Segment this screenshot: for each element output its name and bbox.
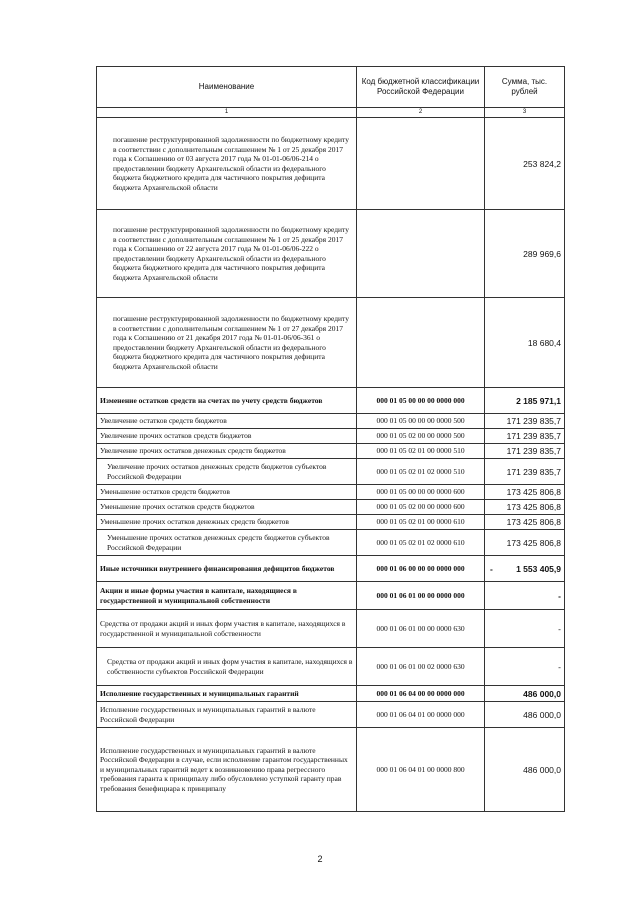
column-number: 2: [357, 108, 485, 118]
row-sum: 486 000,0: [485, 686, 565, 702]
row-code: 000 01 06 01 00 00 0000 000: [357, 582, 485, 610]
row-name: Изменение остатков средств на счетах по учету средств бюджетов: [97, 388, 357, 414]
table-row: [97, 414, 565, 429]
row-sum: 171 239 835,7: [485, 429, 565, 444]
table-row: [97, 648, 565, 686]
table-row: [97, 702, 565, 728]
row-name: Исполнение государственных и муниципальных гарантий в валюте Российской Федерации в случае, если исполнение гарантом государственных и муниципальных гарантий ведет к возникновению права регрессного требования гаранта к принципалу либо обусловлено уступкой гаранту прав требования бенефициара к принципалу: [97, 728, 357, 812]
row-code: [357, 298, 485, 388]
table-row: [97, 210, 565, 298]
page-number: 2: [317, 854, 323, 864]
row-code: [357, 118, 485, 210]
header-sum: Сумма, тыс. рублей: [485, 67, 565, 108]
table-row: [97, 444, 565, 459]
row-code: 000 01 05 02 00 00 0000 500: [357, 429, 485, 444]
row-name: Увеличение остатков средств бюджетов: [97, 414, 357, 429]
table-row: [97, 515, 565, 530]
table-row: [97, 459, 565, 485]
row-name: Средства от продажи акций и иных форм участия в капитале, находящихся в собственности субъектов Российской Федерации: [97, 648, 357, 686]
row-sum: -: [485, 648, 565, 686]
row-sum: 173 425 806,8: [485, 530, 565, 556]
row-sum: 171 239 835,7: [485, 444, 565, 459]
row-sum: 173 425 806,8: [485, 500, 565, 515]
row-sum: 2 185 971,1: [485, 388, 565, 414]
table-row: [97, 610, 565, 648]
row-code: 000 01 06 00 00 00 0000 000: [357, 556, 485, 582]
table-row: [97, 556, 565, 582]
row-name: погашение реструктурированной задолженности по бюджетному кредиту в соответствии с дополнительным соглашением № 1 от 27 декабря 2017 года к Соглашению от 21 декабря 2017 года № 01-01-06/06-361 о предоставлении бюджету Архангельской области из федерального бюджета бюджетного кредита для частичного покрытия дефицита бюджета Архангельской области: [97, 298, 357, 388]
row-sum: 486 000,0: [485, 702, 565, 728]
row-code: 000 01 05 02 01 02 0000 510: [357, 459, 485, 485]
row-name: Уменьшение прочих остатков средств бюджетов: [97, 500, 357, 515]
row-sum: 171 239 835,7: [485, 414, 565, 429]
row-sum: [485, 556, 565, 582]
table-row: [97, 118, 565, 210]
row-sum: -: [485, 610, 565, 648]
column-number-row: [97, 108, 565, 118]
row-sum: 486 000,0: [485, 728, 565, 812]
row-name: Уменьшение остатков средств бюджетов: [97, 485, 357, 500]
column-number: 3: [485, 108, 565, 118]
table-row: [97, 485, 565, 500]
row-sum: -: [485, 582, 565, 610]
row-sum: 173 425 806,8: [485, 515, 565, 530]
row-name: Акции и иные формы участия в капитале, находящиеся в государственной и муниципальной собственности: [97, 582, 357, 610]
row-sum-value: 1 553 405,9: [516, 563, 561, 574]
row-code: 000 01 05 02 00 00 0000 600: [357, 500, 485, 515]
row-code: 000 01 06 04 01 00 0000 800: [357, 728, 485, 812]
row-sum: 18 680,4: [485, 298, 565, 388]
row-name: Средства от продажи акций и иных форм участия в капитале, находящихся в государственной и муниципальной собственности: [97, 610, 357, 648]
row-code: 000 01 05 00 00 00 0000 000: [357, 388, 485, 414]
row-name: Исполнение государственных и муниципальных гарантий в валюте Российской Федерации: [97, 702, 357, 728]
table-row: [97, 582, 565, 610]
row-name: Уменьшение прочих остатков денежных средств бюджетов субъектов Российской Федерации: [97, 530, 357, 556]
table-row: [97, 530, 565, 556]
row-sum: 173 425 806,8: [485, 485, 565, 500]
row-code: 000 01 05 02 01 00 0000 510: [357, 444, 485, 459]
row-code: 000 01 06 01 00 02 0000 630: [357, 648, 485, 686]
row-code: 000 01 06 04 01 00 0000 000: [357, 702, 485, 728]
header-row: [97, 67, 565, 108]
row-name: Уменьшение прочих остатков денежных средств бюджетов: [97, 515, 357, 530]
row-sum: 289 969,6: [485, 210, 565, 298]
row-name: Увеличение прочих остатков средств бюджетов: [97, 429, 357, 444]
row-name: погашение реструктурированной задолженности по бюджетному кредиту в соответствии с дополнительным соглашением № 1 от 25 декабря 2017 года к Соглашению от 03 августа 2017 года № 01-01-06/06-214 о предоставлении бюджету Архангельской области из федерального бюджета бюджетного кредита для частичного покрытия дефицита бюджета Архангельской области: [97, 118, 357, 210]
row-name: Исполнение государственных и муниципальных гарантий: [97, 686, 357, 702]
table-row: [97, 298, 565, 388]
row-name: погашение реструктурированной задолженности по бюджетному кредиту в соответствии с дополнительным соглашением № 1 от 25 декабря 2017 года к Соглашению от 22 августа 2017 года № 01-01-06/06-222 о предоставлении бюджету Архангельской области из федерального бюджета бюджетного кредита для частичного покрытия дефицита бюджета Архангельской области: [97, 210, 357, 298]
row-sum: 253 824,2: [485, 118, 565, 210]
header-code: Код бюджетной классификации Российской Федерации: [357, 67, 485, 108]
row-code: 000 01 05 02 01 02 0000 610: [357, 530, 485, 556]
table-row: [97, 500, 565, 515]
row-name: Увеличение прочих остатков денежных средств бюджетов: [97, 444, 357, 459]
column-number: 1: [97, 108, 357, 118]
row-code: 000 01 05 00 00 00 0000 500: [357, 414, 485, 429]
header-name: Наименование: [97, 67, 357, 108]
table-row: [97, 728, 565, 812]
table-row: [97, 388, 565, 414]
table-row: [97, 686, 565, 702]
budget-sources-table: [96, 66, 565, 812]
row-code: 000 01 06 01 00 00 0000 630: [357, 610, 485, 648]
table-row: [97, 429, 565, 444]
row-code: 000 01 06 04 00 00 0000 000: [357, 686, 485, 702]
row-sum: 171 239 835,7: [485, 459, 565, 485]
row-name: Иные источники внутреннего финансирования дефицитов бюджетов: [97, 556, 357, 582]
row-code: [357, 210, 485, 298]
row-code: 000 01 05 00 00 00 0000 600: [357, 485, 485, 500]
row-name: Увеличение прочих остатков денежных средств бюджетов субъектов Российской Федерации: [97, 459, 357, 485]
negative-sign: -: [490, 563, 493, 574]
row-code: 000 01 05 02 01 00 0000 610: [357, 515, 485, 530]
